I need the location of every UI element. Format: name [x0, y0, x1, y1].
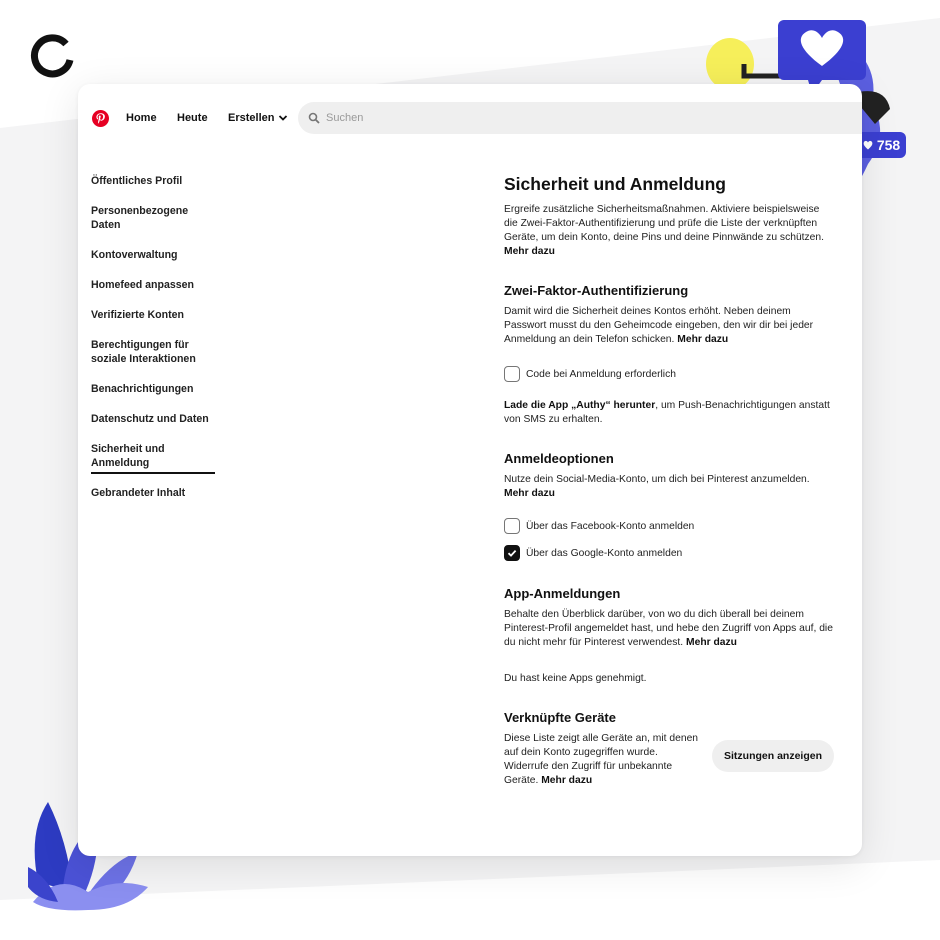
sidebar-item-social-permissions[interactable]: Berechtigungen für soziale Interaktionen: [91, 339, 196, 365]
intro-more-link[interactable]: Mehr dazu: [504, 246, 555, 257]
sidebar-item-public-profile[interactable]: Öffentliches Profil: [91, 175, 183, 187]
devices-section: [504, 732, 834, 788]
sidebar-item-account-management[interactable]: Kontoverwaltung: [91, 249, 178, 261]
twofa-more-link[interactable]: Mehr dazu: [677, 334, 729, 345]
authy-link[interactable]: Lade die App „Authy“ herunter: [504, 400, 656, 411]
twofa-heading: Zwei-Faktor-Authentifizierung: [504, 283, 689, 298]
page-title: Sicherheit und Anmeldung: [504, 174, 726, 194]
login-options-heading: Anmeldeoptionen: [504, 451, 614, 466]
sidebar-item-branded-content[interactable]: Gebrandeter Inhalt: [91, 487, 186, 499]
sidebar-item-security[interactable]: Sicherheit und Anmeldung: [91, 442, 215, 474]
brand-logo-icon: [30, 30, 78, 78]
app-logins-more-link[interactable]: Mehr dazu: [686, 637, 737, 648]
facebook-checkbox-row[interactable]: [504, 517, 834, 535]
intro-body: Ergreife zusätzliche Sicherheitsmaßnahmen. Aktiviere beispielsweise die Zwei-Faktor-Authentifizierung und prüfe die Liste der verknüpften Geräte, um dein Konto, deine Pins und deine Pinnwände zu schützen.: [504, 204, 824, 243]
devices-text: [504, 732, 704, 788]
app-logins-body: Behalte den Überblick darüber, von wo du dich überall bei deinem Pinterest-Profil angemeldet hast, und hebe den Zugriff von Apps auf, die du nicht mehr für Pinterest verwendest.: [504, 609, 833, 648]
like-count: 758: [876, 137, 901, 153]
pinterest-logo-icon[interactable]: [92, 110, 109, 127]
twofa-checkbox-label: Code bei Anmeldung erforderlich: [526, 368, 676, 380]
sidebar-item-notifications[interactable]: Benachrichtigungen: [91, 383, 194, 395]
search-input[interactable]: [326, 112, 726, 124]
search-icon: [308, 112, 320, 124]
facebook-checkbox[interactable]: [504, 518, 520, 534]
sidebar-item-privacy[interactable]: Datenschutz und Daten: [91, 413, 209, 425]
nav-erstellen[interactable]: [228, 112, 288, 124]
search-bar[interactable]: [298, 102, 862, 134]
devices-heading: Verknüpfte Geräte: [504, 710, 616, 725]
twofa-text: [504, 305, 834, 347]
login-options-body: Nutze dein Social-Media-Konto, um dich bei Pinterest anzumelden.: [504, 474, 810, 485]
show-sessions-button[interactable]: Sitzungen anzeigen: [712, 740, 834, 772]
heart-icon: [862, 139, 874, 151]
sidebar-item-personal-data[interactable]: Personenbezogene Daten: [91, 205, 189, 231]
nav-home[interactable]: Home: [126, 112, 157, 124]
intro-text: [504, 203, 834, 259]
authy-rest: , um Push-Benachrichtigungen anstatt von SMS zu erhalten.: [504, 400, 830, 425]
sidebar-item-homefeed[interactable]: Homefeed anpassen: [91, 279, 195, 291]
pinterest-window: [78, 84, 862, 856]
app-logins-heading: App-Anmeldungen: [504, 586, 621, 601]
app-logins-text: [504, 608, 834, 650]
google-checkbox[interactable]: [504, 545, 520, 561]
google-checkbox-row[interactable]: [504, 544, 834, 562]
no-apps-text: Du hast keine Apps genehmigt.: [504, 673, 647, 684]
nav-heute[interactable]: Heute: [177, 112, 208, 124]
chevron-down-icon: [278, 113, 288, 123]
login-options-more-link[interactable]: Mehr dazu: [504, 488, 555, 499]
settings-content: [504, 174, 834, 788]
devices-body: Diese Liste zeigt alle Geräte an, mit denen auf dein Konto zugegriffen wurde. Widerrufe den Zugriff für unbekannte Geräte.: [504, 733, 699, 786]
twofa-checkbox-row[interactable]: [504, 365, 834, 383]
settings-sidebar: [91, 174, 216, 516]
like-count-badge: [856, 132, 906, 158]
authy-text: [504, 399, 834, 427]
twofa-checkbox[interactable]: [504, 366, 520, 382]
devices-more-link[interactable]: Mehr dazu: [541, 775, 593, 786]
login-options-text: [504, 473, 834, 501]
facebook-checkbox-label: Über das Facebook-Konto anmelden: [526, 520, 695, 532]
google-checkbox-label: Über das Google-Konto anmelden: [526, 547, 683, 559]
checkmark-icon: [507, 548, 517, 558]
twofa-body: Damit wird die Sicherheit deines Kontos erhöht. Neben deinem Passwort musst du den Geheimcode eingeben, den wir dir bei jeder Anmeldung an dein Telefon schicken.: [504, 306, 814, 345]
sidebar-item-verified-accounts[interactable]: Verifizierte Konten: [91, 309, 185, 321]
nav-erstellen-label: Erstellen: [228, 112, 275, 124]
top-navigation: [78, 84, 862, 154]
